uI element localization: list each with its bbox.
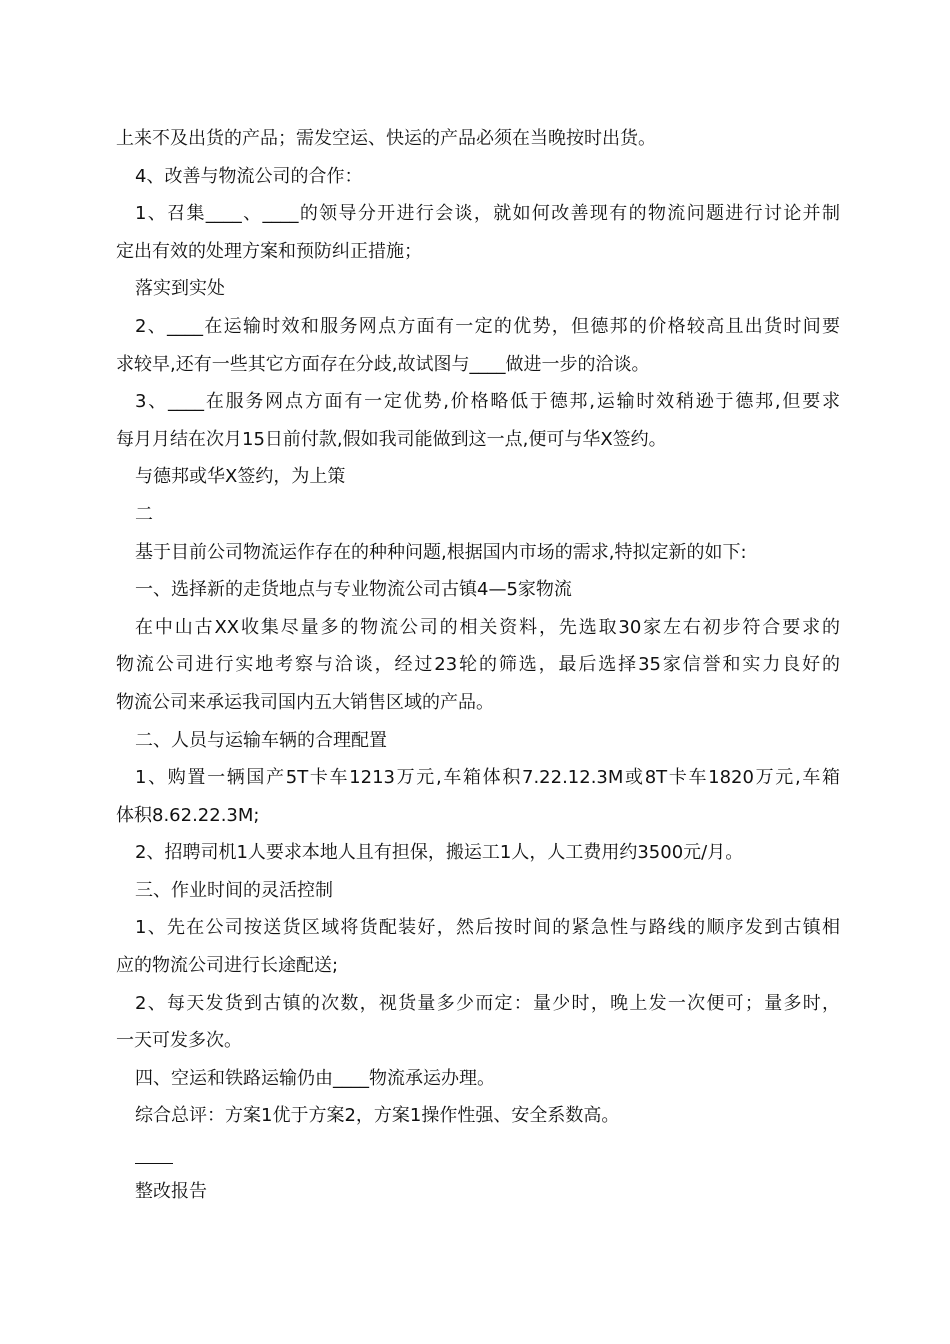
separator-rule	[116, 1135, 840, 1173]
text-line: 2、招聘司机1人要求本地人且有担保，搬运工1人，人工费用约3500元/月。	[135, 842, 744, 864]
text-line: 一天可发多次。	[116, 1030, 242, 1052]
text-line: 2、____在运输时效和服务网点方面有一定的优势，但德邦的价格较高且出货时间要	[135, 315, 840, 337]
text-line: 4、改善与物流公司的合作：	[135, 165, 363, 187]
text-line: 基于目前公司物流运作存在的种种问题,根据国内市场的需求,特拟定新的如下:	[135, 541, 747, 563]
text-line: 1、购置一辆国产5T卡车1213万元,车箱体积7.22.12.3M或8T卡车1820万元,车箱	[135, 767, 840, 789]
text-line: 应的物流公司进行长途配送;	[116, 955, 339, 977]
text-line: 1、先在公司按送货区域将货配装好，然后按时间的紧急性与路线的顺序发到古镇相	[135, 917, 840, 939]
text-line: 每月月结在次月15日前付款,假如我司能做到这一点,便可与华X签约。	[116, 428, 667, 450]
document-body	[116, 120, 840, 1210]
text-line: 三、作业时间的灵活控制	[135, 879, 333, 901]
text-line: 3、____在服务网点方面有一定优势,价格略低于德邦,运输时效稍逊于德邦,但要求	[135, 391, 840, 413]
text-line: 综合总评：方案1优于方案2，方案1操作性强、安全系数高。	[135, 1105, 620, 1127]
text-line: 二、人员与运输车辆的合理配置	[135, 729, 387, 751]
text-line: 与德邦或华X签约，为上策	[135, 466, 346, 488]
underline-blank	[135, 1163, 173, 1164]
text-line: 一、选择新的走货地点与专业物流公司古镇4—5家物流	[135, 579, 572, 601]
text-line: 定出有效的处理方案和预防纠正措施；	[116, 240, 422, 262]
text-line: 物流公司进行实地考察与洽谈，经过23轮的筛选，最后选择35家信誉和实力良好的	[116, 654, 840, 676]
text-line: 物流公司来承运我司国内五大销售区域的产品。	[116, 691, 494, 713]
text-line: 2、每天发货到古镇的次数，视货量多少而定：量少时，晚上发一次便可；量多时，	[135, 992, 840, 1014]
text-line: 1、召集____、____的领导分开进行会谈，就如何改善现有的物流问题进行讨论并制	[135, 203, 840, 225]
text-line: 求较早,还有一些其它方面存在分歧,故试图与____做进一步的洽谈。	[116, 353, 650, 375]
text-line: 四、空运和铁路运输仍由____物流承运办理。	[135, 1067, 495, 1089]
text-line: 上来不及出货的产品；需发空运、快运的产品必须在当晚按时出货。	[116, 128, 656, 149]
text-line: 落实到实处	[135, 278, 225, 300]
text-line: 二	[135, 503, 153, 525]
text-line: 整改报告	[135, 1180, 207, 1202]
text-line: 在中山古XX收集尽量多的物流公司的相关资料，先选取30家左右初步符合要求的	[135, 616, 840, 638]
text-line: 体积8.62.22.3M;	[116, 804, 260, 826]
